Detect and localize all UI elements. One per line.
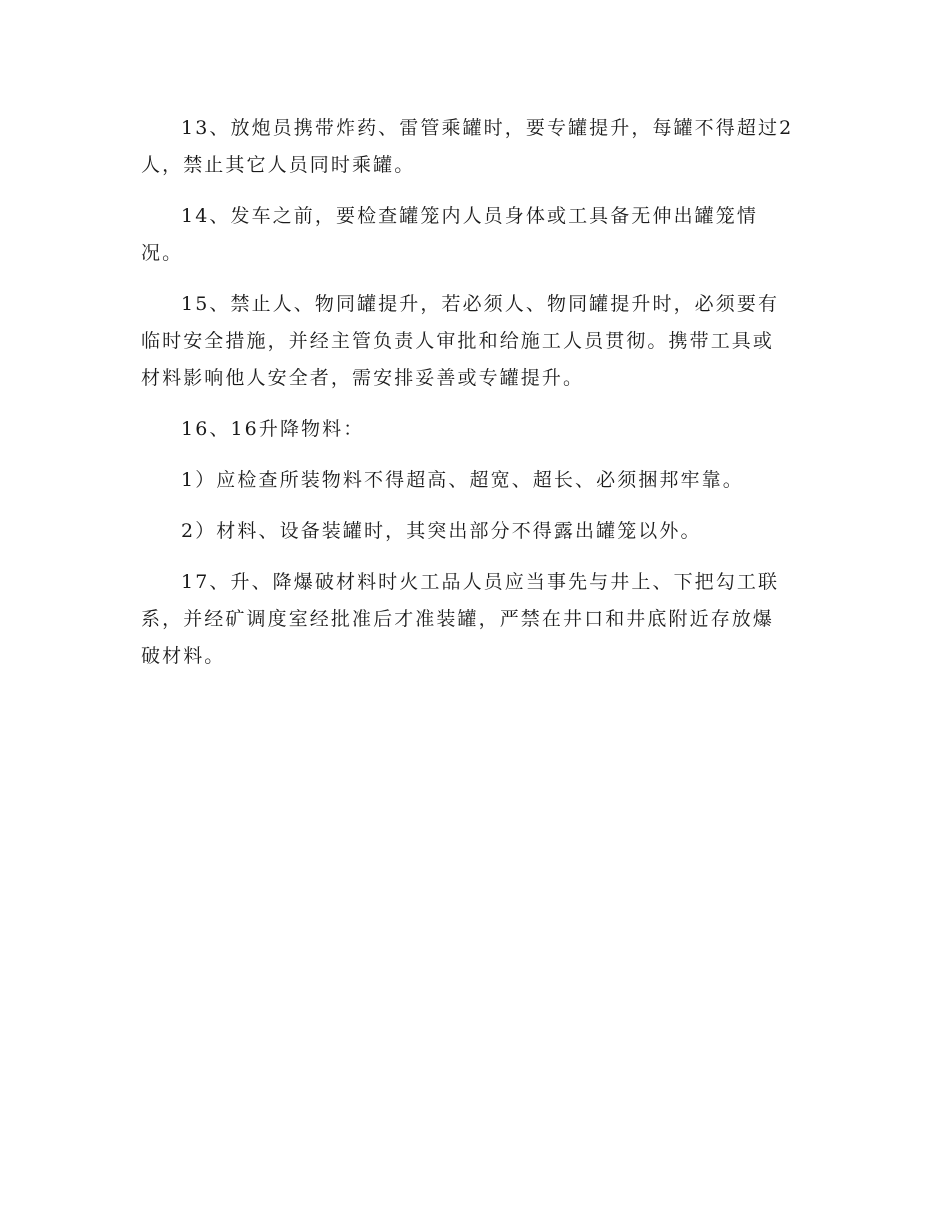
text-line: 材料影响他人安全者，需安排妥善或专罐提升。 (141, 367, 585, 389)
text-line: 破材料。 (141, 645, 226, 667)
paragraph-15 (141, 286, 809, 397)
text-line: 2）材料、设备装罐时，其突出部分不得露出罐笼以外。 (181, 520, 702, 542)
text-line: 临时安全措施，并经主管负责人审批和给施工人员贯彻。携带工具或 (141, 330, 775, 352)
paragraph-16-item-2 (141, 513, 809, 550)
paragraph-14 (141, 198, 809, 272)
text-line: 13、放炮员携带炸药、雷管乘罐时，要专罐提升，每罐不得超过2 (181, 117, 794, 139)
document-body (141, 110, 809, 689)
text-line: 人，禁止其它人员同时乘罐。 (141, 154, 416, 176)
text-line: 14、发车之前，要检查罐笼内人员身体或工具备无伸出罐笼情 (181, 205, 758, 227)
paragraph-13 (141, 110, 809, 184)
paragraph-16-item-1 (141, 462, 809, 499)
text-line: 况。 (141, 242, 184, 264)
text-line: 17、升、降爆破材料时火工品人员应当事先与井上、下把勾工联 (181, 571, 780, 593)
text-line: 16、16升降物料： (181, 418, 365, 440)
text-line: 1）应检查所装物料不得超高、超宽、超长、必须捆邦牢靠。 (181, 469, 744, 491)
paragraph-16 (141, 411, 809, 448)
paragraph-17 (141, 564, 809, 675)
text-line: 系，并经矿调度室经批准后才准装罐，严禁在井口和井底附近存放爆 (141, 608, 775, 630)
text-line: 15、禁止人、物同罐提升，若必须人、物同罐提升时，必须要有 (181, 293, 780, 315)
